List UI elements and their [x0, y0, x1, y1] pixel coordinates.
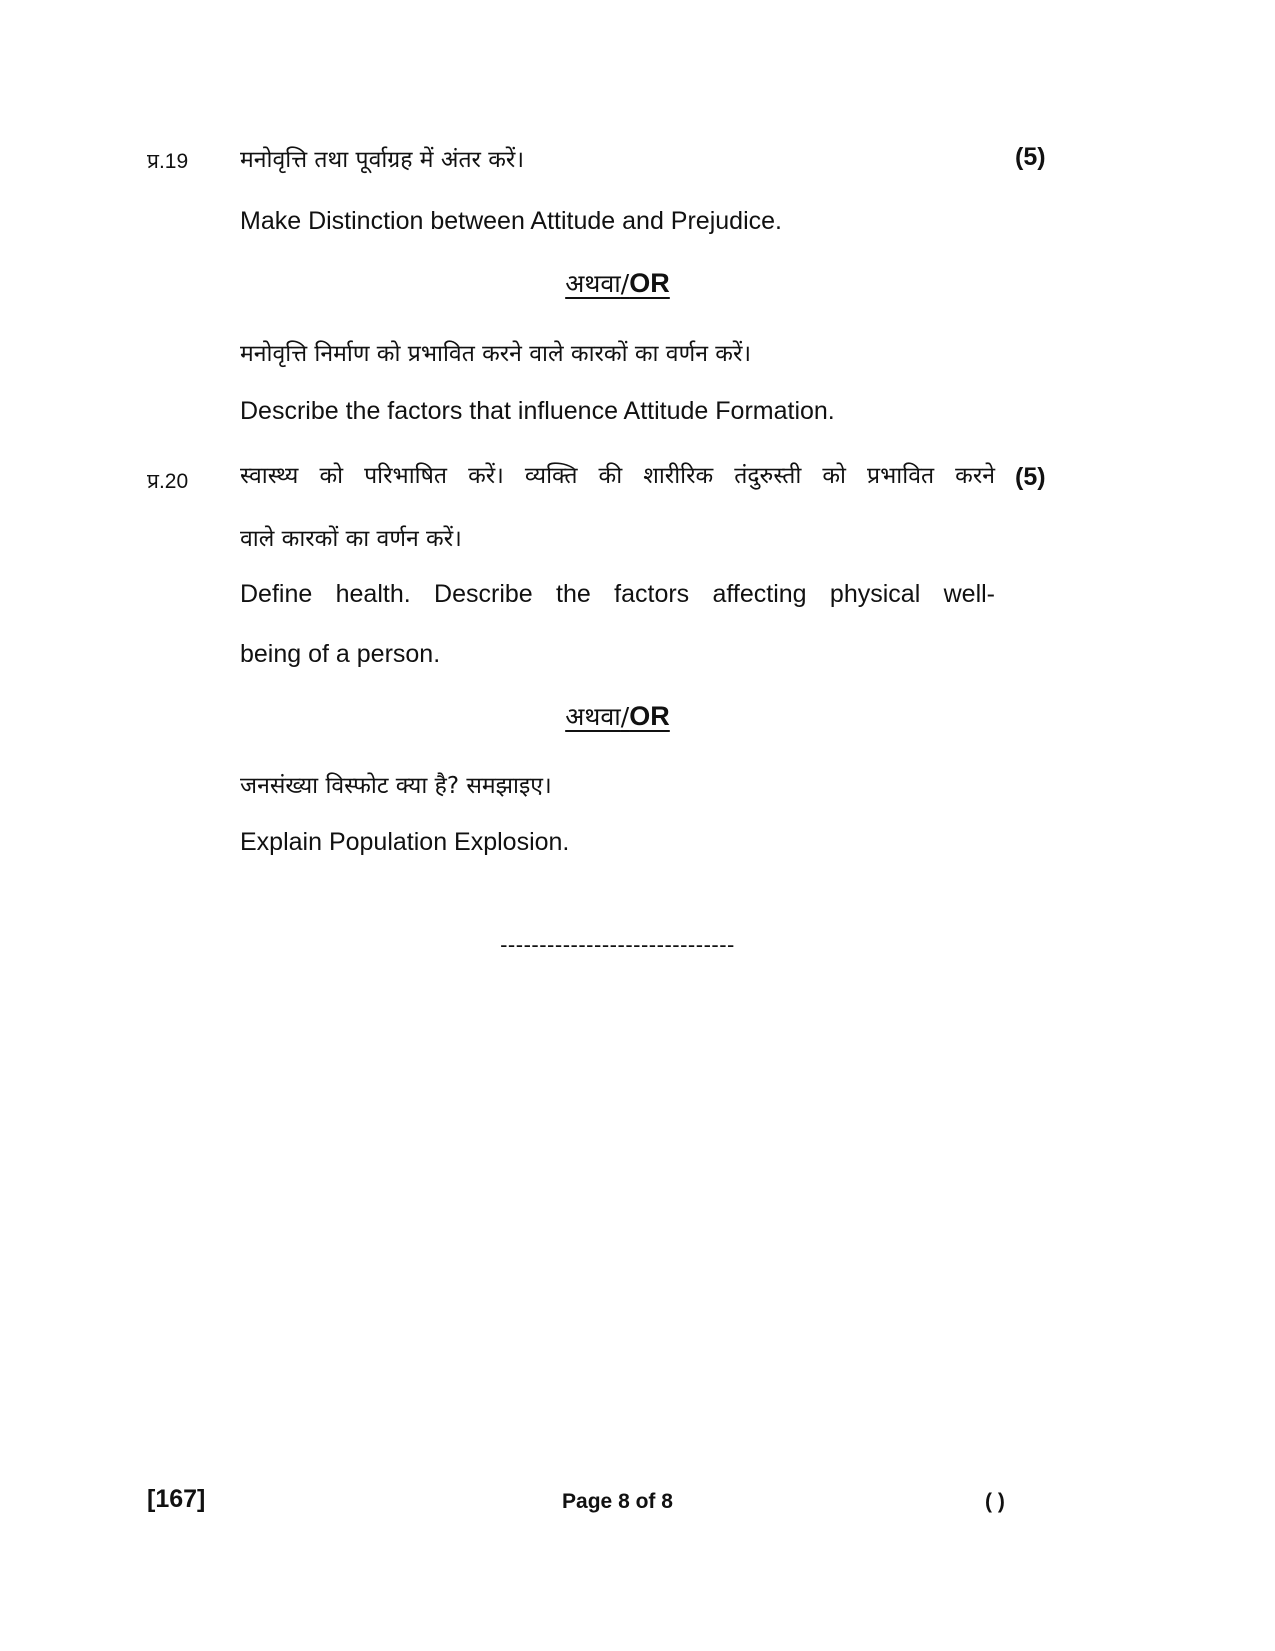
page-number: Page 8 of 8 — [562, 1490, 673, 1513]
question-number: प्र.19 — [147, 150, 189, 173]
or-label-english: OR — [629, 268, 670, 298]
footer-parentheses: ( ) — [985, 1490, 1005, 1513]
question-text-hindi: मनोवृत्ति तथा पूर्वाग्रह में अंतर करें। — [240, 147, 525, 173]
question-text-hindi-line-2: वाले कारकों का वर्णन करें। — [240, 526, 462, 552]
question-marks: (5) — [1015, 143, 1046, 171]
or-label-hindi: अथवा — [565, 702, 621, 731]
question-text-english-line-2: being of a person. — [240, 640, 441, 668]
question-number: प्र.20 — [147, 470, 189, 493]
question-marks: (5) — [1015, 463, 1046, 491]
or-slash: / — [620, 702, 630, 731]
alternative-question-english: Explain Population Explosion. — [240, 828, 570, 856]
alternative-question-english: Describe the factors that influence Attitude Formation. — [240, 397, 835, 425]
end-of-paper-marker: ------------------------------ — [500, 932, 735, 957]
question-text-hindi-line-1: स्वास्थ्य को परिभाषित करें। व्यक्ति की शारीरिक तंदुरुस्ती को प्रभावित करने — [240, 463, 995, 489]
or-slash: / — [620, 269, 630, 298]
paper-code: [167] — [147, 1485, 206, 1513]
or-label-english: OR — [629, 701, 670, 731]
or-separator-heading — [0, 266, 1235, 300]
alternative-question-hindi: जनसंख्या विस्फोट क्या है? समझाइए। — [240, 773, 552, 799]
alternative-question-hindi: मनोवृत्ति निर्माण को प्रभावित करने वाले कारकों का वर्णन करें। — [240, 341, 752, 367]
question-text-english-line-1: Define health. Describe the factors affecting physical well- — [240, 580, 995, 608]
or-label-hindi: अथवा — [565, 269, 621, 298]
or-separator-heading — [0, 699, 1235, 733]
question-text-english: Make Distinction between Attitude and Prejudice. — [240, 207, 782, 235]
